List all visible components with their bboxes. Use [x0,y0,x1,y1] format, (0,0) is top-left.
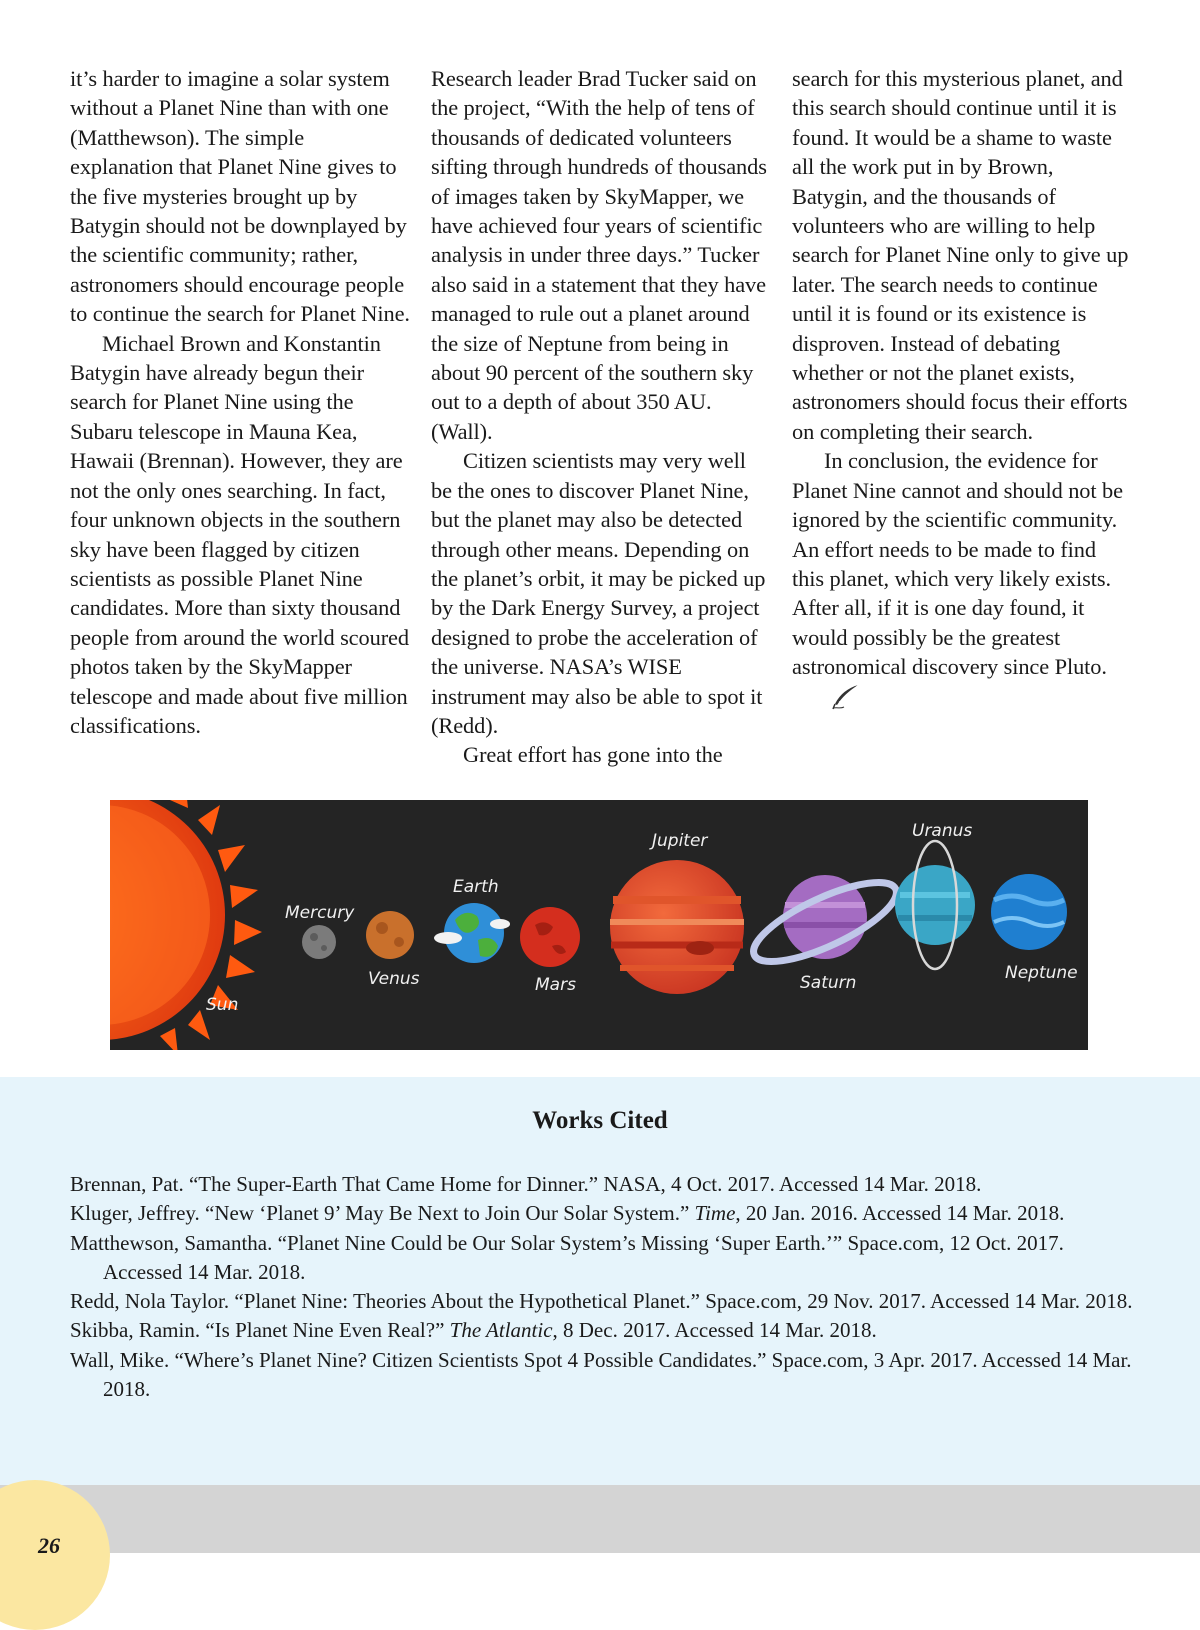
neptune-label: Neptune [1005,963,1078,983]
citation-text: Matthewson, Samantha. “Planet Nine Could be Our Solar System’s Missing ‘Super Earth.’” Space.com, 12 Oct. 2017. Accessed 14 Mar. 2018. [70,1230,1064,1284]
footer-band [0,1485,1200,1553]
citation-text: , 8 Dec. 2017. Accessed 14 Mar. 2018. [552,1318,877,1343]
citation-text: Skibba, Ramin. “Is Planet Nine Even Real?” [70,1318,450,1343]
citation-text: Brennan, Pat. “The Super-Earth That Came Home for Dinner.” NASA, 4 Oct. 2017. Accessed 14 Mar. 2018. [70,1172,982,1196]
paragraph: search for this mysterious planet, and this search should continue until it is found. It would be a shame to waste all the work put in by Brown, Batygin, and the thousands of volunteers who are willing to help search for Planet Nine only to give up later. The search needs to continue until it is found or its existence is disproven. Instead of debating whether or not the planet exists, astronomers should focus their efforts on completing their search. [792,66,1129,444]
venus-label: Venus [368,969,420,989]
paragraph: Michael Brown and Konstantin Batygin have already begun their search for Planet Nine using the Subaru telescope in Mauna Kea, Hawaii (Brennan). However, they are not the only ones searching. In fact, four unknown objects in the southern sky have been flagged by citizen scientists as possible Planet Nine candidates. More than sixty thousand people from around the world scoured photos taken by the SkyMapper telescope and made about five million classifications. [70,330,409,738]
citation [70,1170,1140,1199]
paragraph: Great effort has gone into the [463,742,723,768]
column-2 [431,64,771,770]
citation-text: Kluger, Jeffrey. “New ‘Planet 9’ May Be Next to Join Our Solar System.” [70,1201,695,1226]
citation-text: , 20 Jan. 2016. Accessed 14 Mar. 2018. [735,1201,1065,1226]
sun-icon [110,800,262,1050]
column-1 [70,64,410,740]
venus-icon [366,911,414,959]
saturn-label: Saturn [800,973,857,993]
works-cited-title: Works Cited [532,1107,668,1134]
works-cited-section [0,1077,1200,1485]
citation [70,1229,1140,1288]
uranus-label: Uranus [912,821,973,841]
mercury-label: Mercury [285,903,355,923]
paragraph: Research leader Brad Tucker said on the project, “With the help of tens of thousands of dedicated volunteers sifting through hundreds of thousands of images taken by SkyMapper, we have achieved four years of scientific analysis in under three days.” Tucker also said in a statement that they have managed to rule out a planet around the size of Neptune from being in about 90 percent of the southern sky out to a depth of about 350 AU. (Wall). [431,66,767,444]
sun-label: Sun [206,995,239,1015]
column-3 [792,64,1132,717]
earth-label: Earth [453,877,499,897]
uranus-icon [895,841,975,969]
article-columns [70,64,1130,784]
citation-text: Redd, Nola Taylor. “Planet Nine: Theories About the Hypothetical Planet.” Space.com, 29 Nov. 2017. Accessed 14 Mar. 2018. [70,1289,1133,1314]
paragraph: Citizen scientists may very well be the ones to discover Planet Nine, but the planet may also be detected through other means. Depending on the planet’s orbit, it may be picked up by the Dark Energy Survey, a project designed to probe the acceleration of the universe. NASA’s WISE instrument may also be able to spot it (Redd). [431,448,766,738]
solar-system-illustration [110,800,1088,1050]
paragraph: it’s harder to imagine a solar system without a Planet Nine than with one (Matthewson). The simple explanation that Planet Nine gives to the five mysteries brought up by Batygin should not be downplayed by the scientific community; rather, astronomers should encourage people to continue the search for Planet Nine. [70,66,410,327]
jupiter-icon [610,860,744,994]
citation-source: Time [694,1201,736,1226]
citation-text: Wall, Mike. “Where’s Planet Nine? Citizen Scientists Spot 4 Possible Candidates.” Space.com, 3 Apr. 2017. Accessed 14 Mar. 2018. [70,1347,1132,1402]
mercury-icon [302,925,336,959]
neptune-icon [991,874,1067,950]
paragraph: In conclusion, the evidence for Planet Nine cannot and should not be ignored by the scientific community. An effort needs to be made to find this planet, which very likely exists. After all, if it is one day found, it would possibly be the greatest astronomical discovery since Pluto. [792,448,1123,680]
citation [70,1316,1140,1345]
citation [70,1287,1140,1316]
mars-icon [520,907,580,967]
citation [70,1346,1140,1405]
citation-source: The Atlantic [449,1318,553,1343]
citation [70,1199,1140,1228]
saturn-icon [744,867,906,976]
quill-pen-icon [798,684,860,717]
paragraph-with-end-mark [792,446,1132,717]
jupiter-label: Jupiter [652,831,708,851]
mars-label: Mars [535,975,576,995]
citation-list [70,1170,1140,1404]
earth-icon [434,903,510,963]
page-number: 26 [38,1533,60,1558]
